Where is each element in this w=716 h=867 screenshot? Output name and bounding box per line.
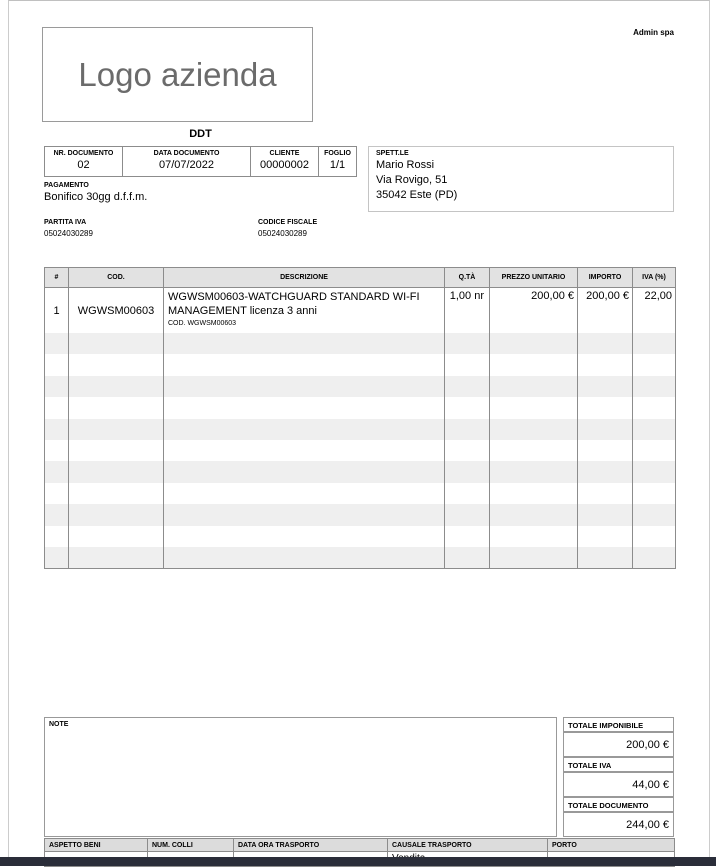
items-empty-cell — [633, 504, 675, 525]
item-row-vat: 22,00 — [644, 290, 672, 302]
items-header-unit-price: PREZZO UNITARIO — [490, 268, 578, 288]
items-empty-cell — [164, 461, 445, 482]
items-table — [44, 267, 676, 569]
items-empty-cell — [490, 397, 578, 418]
recipient-city: 35042 Este (PD) — [376, 189, 458, 201]
items-empty-cell — [45, 376, 69, 397]
items-empty-cell — [45, 461, 69, 482]
items-empty-cell — [164, 504, 445, 525]
payment-label: PAGAMENTO — [44, 182, 89, 189]
doc-date-value: 07/07/2022 — [158, 159, 215, 171]
items-header-description: DESCRIZIONE — [164, 268, 445, 288]
items-empty-cell — [45, 504, 69, 525]
items-empty-cell — [445, 354, 490, 375]
items-empty-cell — [69, 483, 164, 504]
items-empty-cell — [633, 397, 675, 418]
document-info-table — [44, 146, 357, 177]
item-row-amount: 200,00 € — [578, 288, 633, 333]
items-empty-cell — [445, 483, 490, 504]
items-empty-cell — [69, 333, 164, 354]
items-empty-cell — [445, 376, 490, 397]
items-empty-cell — [578, 354, 633, 375]
items-empty-cell — [69, 376, 164, 397]
items-empty-cell — [578, 504, 633, 525]
items-empty-cell — [633, 483, 675, 504]
items-empty-cell — [164, 440, 445, 461]
total-vat-label: TOTALE IVA — [563, 757, 674, 772]
items-header-vat: IVA (%) — [633, 268, 675, 288]
company-name: Admin spa — [633, 28, 674, 37]
recipient-street: Via Rovigo, 51 — [376, 174, 448, 186]
company-logo — [42, 27, 313, 122]
items-empty-cell — [45, 526, 69, 547]
items-empty-cell — [445, 461, 490, 482]
item-description-code: COD. WGWSM00603 — [168, 320, 237, 327]
items-empty-cell — [490, 547, 578, 568]
client-value: 00000002 — [260, 159, 309, 171]
transport-header-aspetto: ASPETTO BENI — [45, 839, 148, 852]
recipient-name: Mario Rossi — [376, 159, 435, 171]
items-empty-cell — [45, 419, 69, 440]
transport-header-porto: PORTO — [548, 839, 674, 852]
item-row-qty: 1,00 nr — [445, 288, 490, 333]
items-empty-cell — [633, 333, 675, 354]
items-empty-cell — [45, 440, 69, 461]
notes-box — [44, 717, 557, 837]
items-empty-cell — [490, 461, 578, 482]
transport-header-colli: NUM. COLLI — [148, 839, 234, 852]
items-empty-cell — [445, 333, 490, 354]
items-empty-cell — [164, 419, 445, 440]
items-empty-cell — [578, 547, 633, 568]
logo-placeholder-text: Logo azienda — [78, 55, 277, 93]
items-empty-cell — [445, 419, 490, 440]
total-vat-value: 44,00 € — [563, 772, 674, 797]
client-label: CLIENTE — [269, 150, 300, 157]
items-empty-cell — [445, 547, 490, 568]
items-empty-cell — [69, 397, 164, 418]
items-empty-cell — [490, 419, 578, 440]
transport-header-data-ora: DATA ORA TRASPORTO — [234, 839, 388, 852]
payment-block — [44, 182, 147, 203]
items-header-amount: IMPORTO — [578, 268, 633, 288]
payment-value: Bonifico 30gg d.f.f.m. — [44, 191, 148, 203]
items-empty-cell — [164, 483, 445, 504]
items-empty-cell — [69, 526, 164, 547]
item-row-description — [164, 288, 445, 333]
recipient-label: SPETT.LE — [376, 150, 409, 157]
items-empty-cell — [633, 354, 675, 375]
sheet-value: 1/1 — [329, 159, 346, 171]
items-empty-cell — [633, 440, 675, 461]
client-cell — [251, 147, 319, 176]
total-taxable-label: TOTALE IMPONIBILE — [563, 717, 674, 732]
items-empty-cell — [69, 419, 164, 440]
items-header-code: COD. — [69, 268, 164, 288]
items-header-num: # — [45, 268, 69, 288]
items-empty-cell — [578, 461, 633, 482]
items-empty-cell — [445, 526, 490, 547]
items-empty-cell — [164, 354, 445, 375]
document-type-title: DDT — [189, 128, 212, 140]
total-document-label: TOTALE DOCUMENTO — [563, 797, 674, 812]
vat-number-block — [44, 219, 93, 238]
items-empty-cell — [578, 440, 633, 461]
items-empty-cell — [490, 526, 578, 547]
items-empty-cell — [633, 419, 675, 440]
items-empty-cell — [69, 461, 164, 482]
items-empty-cell — [69, 504, 164, 525]
doc-date-cell — [123, 147, 251, 176]
items-empty-cell — [633, 376, 675, 397]
items-empty-cell — [45, 354, 69, 375]
items-empty-cell — [490, 504, 578, 525]
items-empty-cell — [69, 547, 164, 568]
items-empty-cell — [490, 376, 578, 397]
items-empty-cell — [578, 376, 633, 397]
fiscal-code-value: 05024030289 — [258, 229, 307, 238]
items-empty-cell — [490, 333, 578, 354]
doc-date-label: DATA DOCUMENTO — [153, 150, 220, 157]
items-empty-cell — [164, 397, 445, 418]
items-empty-cell — [445, 440, 490, 461]
items-empty-cell — [164, 526, 445, 547]
items-empty-cell — [445, 504, 490, 525]
vat-number-value: 05024030289 — [44, 229, 93, 238]
items-empty-cell — [69, 354, 164, 375]
items-empty-cell — [45, 333, 69, 354]
recipient-box — [368, 146, 674, 212]
items-empty-cell — [164, 547, 445, 568]
items-empty-cell — [45, 397, 69, 418]
items-empty-cell — [578, 397, 633, 418]
total-taxable-value: 200,00 € — [563, 732, 674, 757]
fiscal-code-block — [258, 219, 317, 238]
items-empty-cell — [633, 547, 675, 568]
viewport-bottom-bar — [0, 857, 716, 866]
item-row-unit-price: 200,00 € — [490, 288, 578, 333]
items-empty-cell — [69, 440, 164, 461]
items-empty-cell — [578, 526, 633, 547]
notes-label: NOTE — [49, 721, 69, 728]
items-empty-cell — [490, 354, 578, 375]
item-description-text: WGWSM00603-WATCHGUARD STANDARD WI-FI MANAGEMENT licenza 3 anni — [168, 291, 420, 317]
items-empty-cell — [490, 440, 578, 461]
items-header-qty: Q.TÀ — [445, 268, 490, 288]
items-empty-cell — [164, 333, 445, 354]
items-empty-cell — [45, 547, 69, 568]
totals-panel — [563, 717, 674, 837]
item-row-code: WGWSM00603 — [69, 288, 164, 333]
transport-header-causale: CAUSALE TRASPORTO — [388, 839, 548, 852]
items-empty-cell — [445, 397, 490, 418]
items-empty-cell — [45, 483, 69, 504]
items-empty-cell — [578, 333, 633, 354]
doc-number-label: NR. DOCUMENTO — [53, 150, 114, 157]
item-row-num: 1 — [45, 288, 69, 333]
doc-number-value: 02 — [77, 159, 90, 171]
items-empty-cell — [164, 376, 445, 397]
items-empty-cell — [633, 461, 675, 482]
total-document-value: 244,00 € — [563, 812, 674, 837]
items-empty-cell — [578, 483, 633, 504]
doc-number-cell — [45, 147, 123, 176]
sheet-label: FOGLIO — [324, 150, 351, 157]
vat-number-label: PARTITA IVA — [44, 219, 87, 226]
sheet-cell — [319, 147, 356, 176]
items-empty-cell — [578, 419, 633, 440]
fiscal-code-label: CODICE FISCALE — [258, 219, 318, 226]
items-empty-cell — [490, 483, 578, 504]
items-empty-cell — [633, 526, 675, 547]
